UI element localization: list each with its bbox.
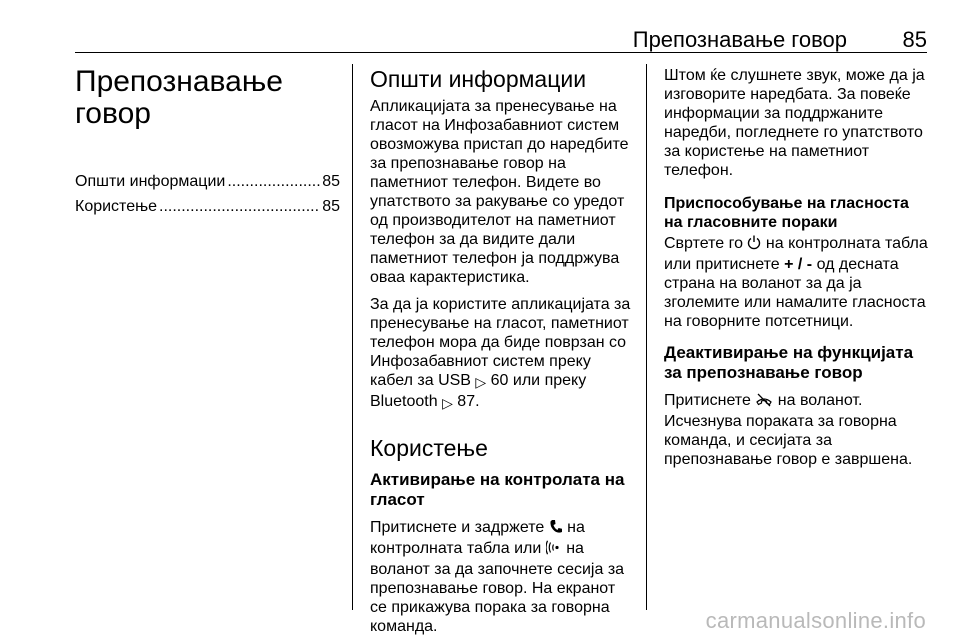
toc-entry[interactable]: Општи информации ..... 85 [75,172,340,197]
paragraph: За да ја користите апликацијата за пренесување на гласот, паметниот телефон мора да биде поврзан со Инфозабавниот систем преку кабел за USB ▷ 60 или преку Bluetooth ▷ 87. [370,296,631,411]
subsection-heading: Деактивирање на функцијата за препознавање говор [664,343,914,382]
subsection-heading: Приспособување на гласноста на гласовните пораки [664,195,909,231]
toc-leader [227,172,320,191]
watermark: carmanualsonline.info [705,608,926,633]
phone-icon [549,519,563,539]
paragraph: Штом ќе слушнете звук, може да ја изговорите наредбата. За повеќе информации за поддржаните наредби, погледнете го упатството за користење на паметниот телефон. [664,67,925,179]
subsection-heading: Активирање на контролата на гласот [370,470,625,509]
column-right [664,66,930,477]
page-ref-link[interactable]: 87. [457,393,480,410]
column-middle [370,66,636,644]
running-header [75,27,927,51]
page-ref-link[interactable]: 60 [490,372,509,389]
section-heading: Општи информации [370,66,587,92]
paragraph: Свртете го на контролната табла или притиснете + / - од десната страна на воланот за да ја зголемите или намалите гласноста на говорните потсетници. [664,235,928,330]
arrow-reference-icon: ▷ [442,395,453,411]
voice-wave-icon [546,540,562,560]
column-divider [646,64,647,610]
column-divider [352,64,353,610]
paragraph: Притиснете на воланот. Исчезнува пораката за говорна команда, и сесијата за препознавање говор е завршена. [664,392,913,468]
header-title: Препознавање говор [632,27,847,52]
toc-entry[interactable]: Користење ..... 85 [75,197,340,222]
header-rule [75,52,927,53]
column-toc [75,66,340,222]
power-icon [747,235,761,255]
section-heading: Користење [370,435,488,461]
chapter-title: Препознавање говор [75,65,283,130]
paragraph: Притиснете и задржете на контролната табла или на воланот за да започнете сесија за препознавање говор. На екранот се прикажува порака за говорна команда. [370,519,625,635]
toc-leader [159,197,320,216]
page-number: 85 [902,27,927,52]
arrow-reference-icon: ▷ [475,374,487,390]
paragraph: Апликацијата за пренесување на гласот на Инфозабавниот систем овозможува пристап до наредбите за препознавање говор на паметниот телефон. Видете во упатството за ракување со уредот од производителот на паметниот телефон за да видите дали паметниот телефон ја поддржува оваа карактеристика. [370,98,629,286]
hang-up-icon [755,393,773,412]
